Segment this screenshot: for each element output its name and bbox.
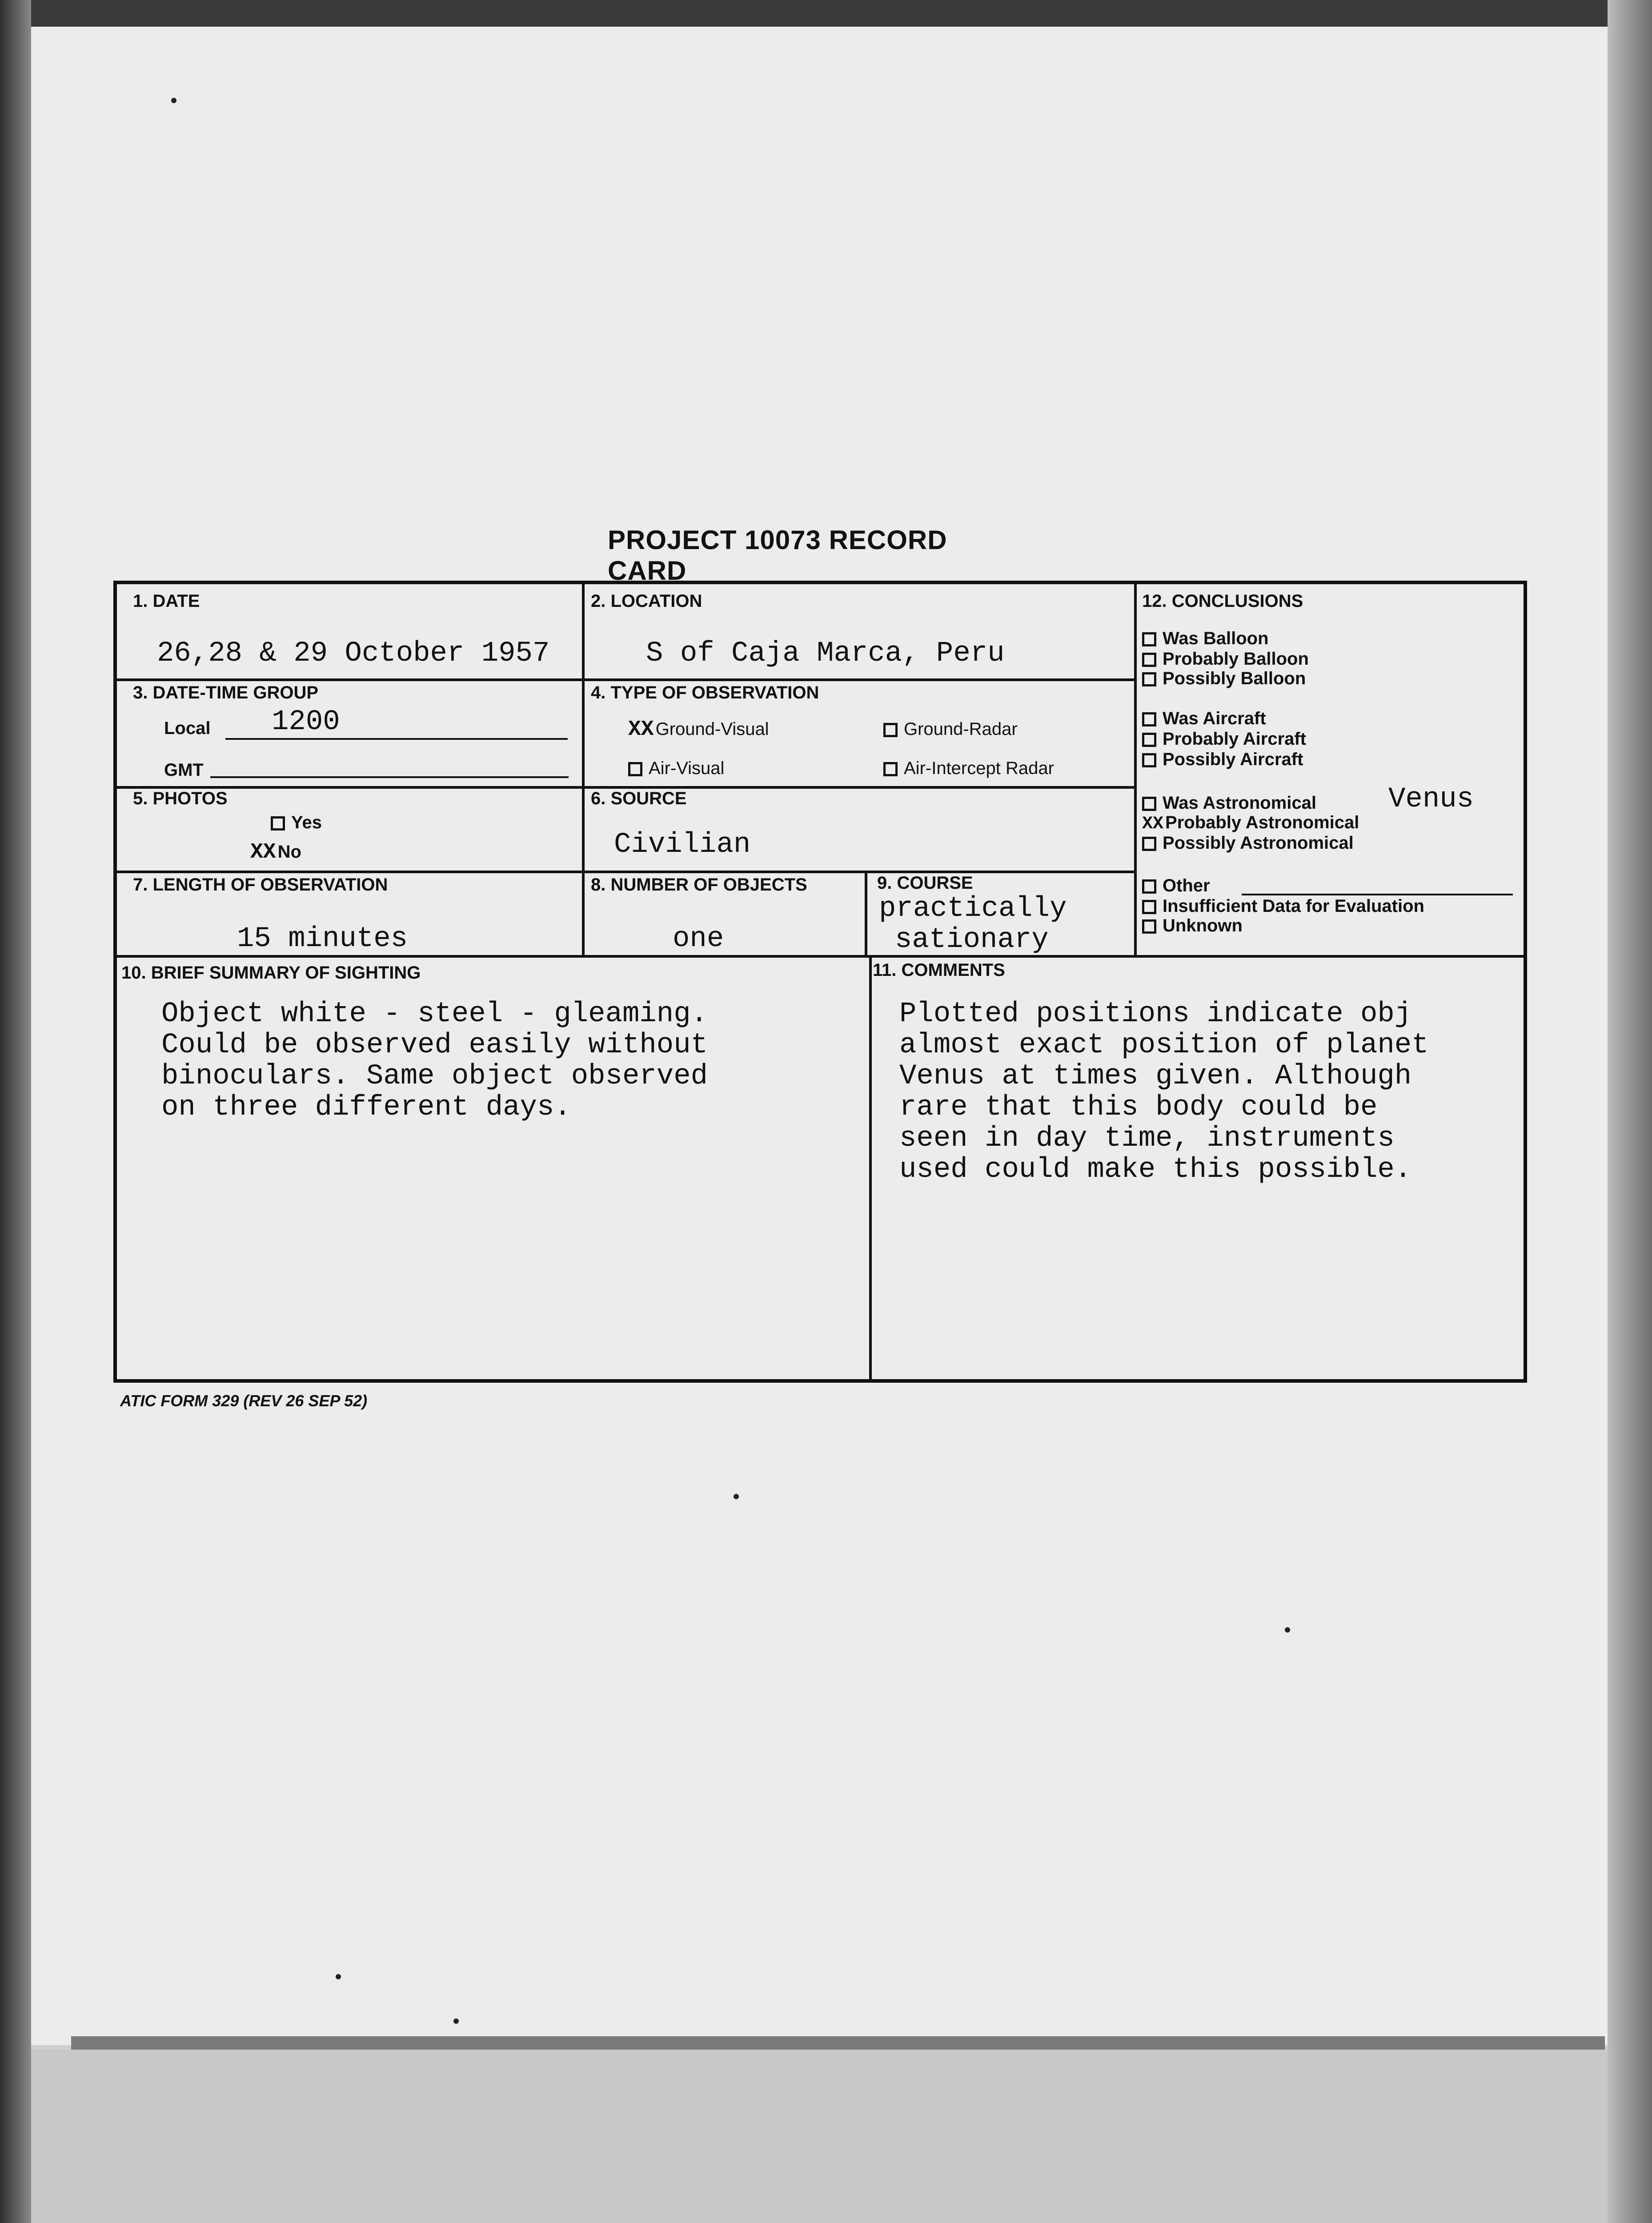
source-label: 6. SOURCE (591, 789, 687, 808)
divider (582, 584, 585, 955)
checkbox-icon (628, 762, 642, 776)
form-footer: ATIC FORM 329 (REV 26 SEP 52) (120, 1392, 368, 1410)
divider (1134, 584, 1137, 955)
scan-border-top (0, 0, 1652, 27)
checkbox-icon (1142, 672, 1156, 686)
conclusion-possibly-astronomical: Possibly Astronomical (1142, 833, 1354, 853)
conclusion-probably-balloon: Probably Balloon (1142, 649, 1309, 669)
dust-speck (1285, 1627, 1290, 1633)
checkbox-icon (1142, 733, 1156, 747)
card-title: PROJECT 10073 RECORD CARD (608, 525, 947, 586)
conclusion-probably-astronomical: XX Probably Astronomical (1142, 813, 1359, 834)
dust-speck (734, 1494, 739, 1499)
comments-line: Venus at times given. Although (899, 1060, 1412, 1092)
summary-line: Could be observed easily without (161, 1029, 708, 1061)
comments-line: seen in day time, instruments (899, 1123, 1395, 1155)
air-intercept-option (883, 758, 1054, 778)
checkbox-icon (1142, 919, 1156, 934)
scan-background (31, 2050, 1608, 2223)
photos-no-text: No (277, 842, 301, 862)
dust-speck (336, 1974, 341, 1979)
conclusion-probably-aircraft: Probably Aircraft (1142, 729, 1306, 749)
conclusion-other: Other (1142, 876, 1210, 896)
length-label: 7. LENGTH OF OBSERVATION (133, 875, 388, 895)
course-line-1: practically (879, 893, 1067, 925)
probably-astronomical-mark: XX (1142, 814, 1164, 834)
record-card-form (113, 581, 1527, 1383)
checkbox-icon (1142, 753, 1156, 767)
ground-visual-option (628, 718, 769, 742)
location-value: S of Caja Marca, Peru (646, 638, 1005, 670)
summary-line: Object white - steel - gleaming. (161, 998, 708, 1030)
num-objects-label: 8. NUMBER OF OBJECTS (591, 875, 807, 895)
checkbox-icon (883, 723, 898, 737)
ground-radar-text: Ground-Radar (904, 719, 1018, 739)
checkbox-icon (1142, 900, 1156, 914)
conclusion-was-astronomical: Was Astronomical (1142, 793, 1316, 813)
photos-yes-text: Yes (291, 813, 322, 832)
course-label: 9. COURSE (877, 873, 973, 893)
scan-border-right (1608, 0, 1652, 2223)
checkbox-icon (1142, 712, 1156, 726)
summary-label: 10. BRIEF SUMMARY OF SIGHTING (121, 963, 421, 983)
comments-line: Plotted positions indicate obj (899, 998, 1412, 1030)
ground-visual-text: Ground-Visual (655, 719, 769, 739)
scan-border-left (0, 0, 31, 2223)
photos-no-option (250, 840, 301, 864)
obs-type-label: 4. TYPE OF OBSERVATION (591, 683, 819, 702)
photos-no-mark: XX (250, 840, 276, 864)
photos-label: 5. PHOTOS (133, 789, 228, 808)
date-label: 1. DATE (133, 591, 200, 611)
conclusion-insufficient-data: Insufficient Data for Evaluation (1142, 896, 1424, 916)
checkbox-icon (271, 816, 285, 831)
air-visual-text: Air-Visual (649, 758, 725, 778)
other-underline (1242, 894, 1513, 895)
divider (117, 871, 1134, 873)
checkbox-icon (1142, 653, 1156, 667)
venus-note: Venus (1388, 783, 1474, 815)
conclusion-was-aircraft: Was Aircraft (1142, 709, 1266, 729)
conclusions-label: 12. CONCLUSIONS (1142, 591, 1303, 611)
dtg-label: 3. DATE-TIME GROUP (133, 683, 319, 702)
air-intercept-text: Air-Intercept Radar (904, 758, 1054, 778)
location-label: 2. LOCATION (591, 591, 702, 611)
local-underline (225, 738, 568, 740)
conclusion-was-balloon: Was Balloon (1142, 629, 1269, 649)
date-value: 26,28 & 29 October 1957 (157, 638, 550, 670)
comments-line: used could make this possible. (899, 1154, 1412, 1186)
comments-label: 11. COMMENTS (873, 960, 1005, 980)
checkbox-icon (1142, 632, 1156, 646)
checkbox-icon (1142, 879, 1156, 894)
divider (865, 871, 867, 955)
checkbox-icon (883, 762, 898, 776)
comments-text (899, 999, 1429, 1185)
air-visual-option (628, 758, 724, 778)
gmt-label: GMT (164, 760, 204, 780)
dust-speck (453, 2018, 459, 2024)
photos-yes-option (271, 813, 322, 833)
conclusion-possibly-aircraft: Possibly Aircraft (1142, 750, 1303, 770)
checkbox-icon (1142, 837, 1156, 851)
comments-line: rare that this body could be (899, 1091, 1378, 1124)
conclusion-possibly-balloon: Possibly Balloon (1142, 669, 1306, 689)
local-value: 1200 (272, 706, 340, 738)
ground-radar-option (883, 719, 1018, 739)
summary-text (161, 999, 708, 1123)
divider (117, 955, 1524, 958)
local-label: Local (164, 718, 211, 738)
length-value: 15 minutes (237, 923, 408, 955)
summary-line: binoculars. Same object observed (161, 1060, 708, 1092)
num-objects-value: one (673, 923, 724, 955)
conclusion-unknown: Unknown (1142, 916, 1243, 936)
course-line-2: sationary (895, 924, 1049, 956)
divider (117, 678, 1134, 681)
source-value: Civilian (614, 829, 751, 861)
ground-visual-mark: XX (628, 718, 654, 742)
checkbox-icon (1142, 797, 1156, 811)
divider (869, 955, 872, 1381)
summary-line: on three different days. (161, 1091, 571, 1124)
dust-speck (171, 98, 176, 103)
comments-line: almost exact position of planet (899, 1029, 1429, 1061)
gmt-underline (210, 776, 569, 778)
